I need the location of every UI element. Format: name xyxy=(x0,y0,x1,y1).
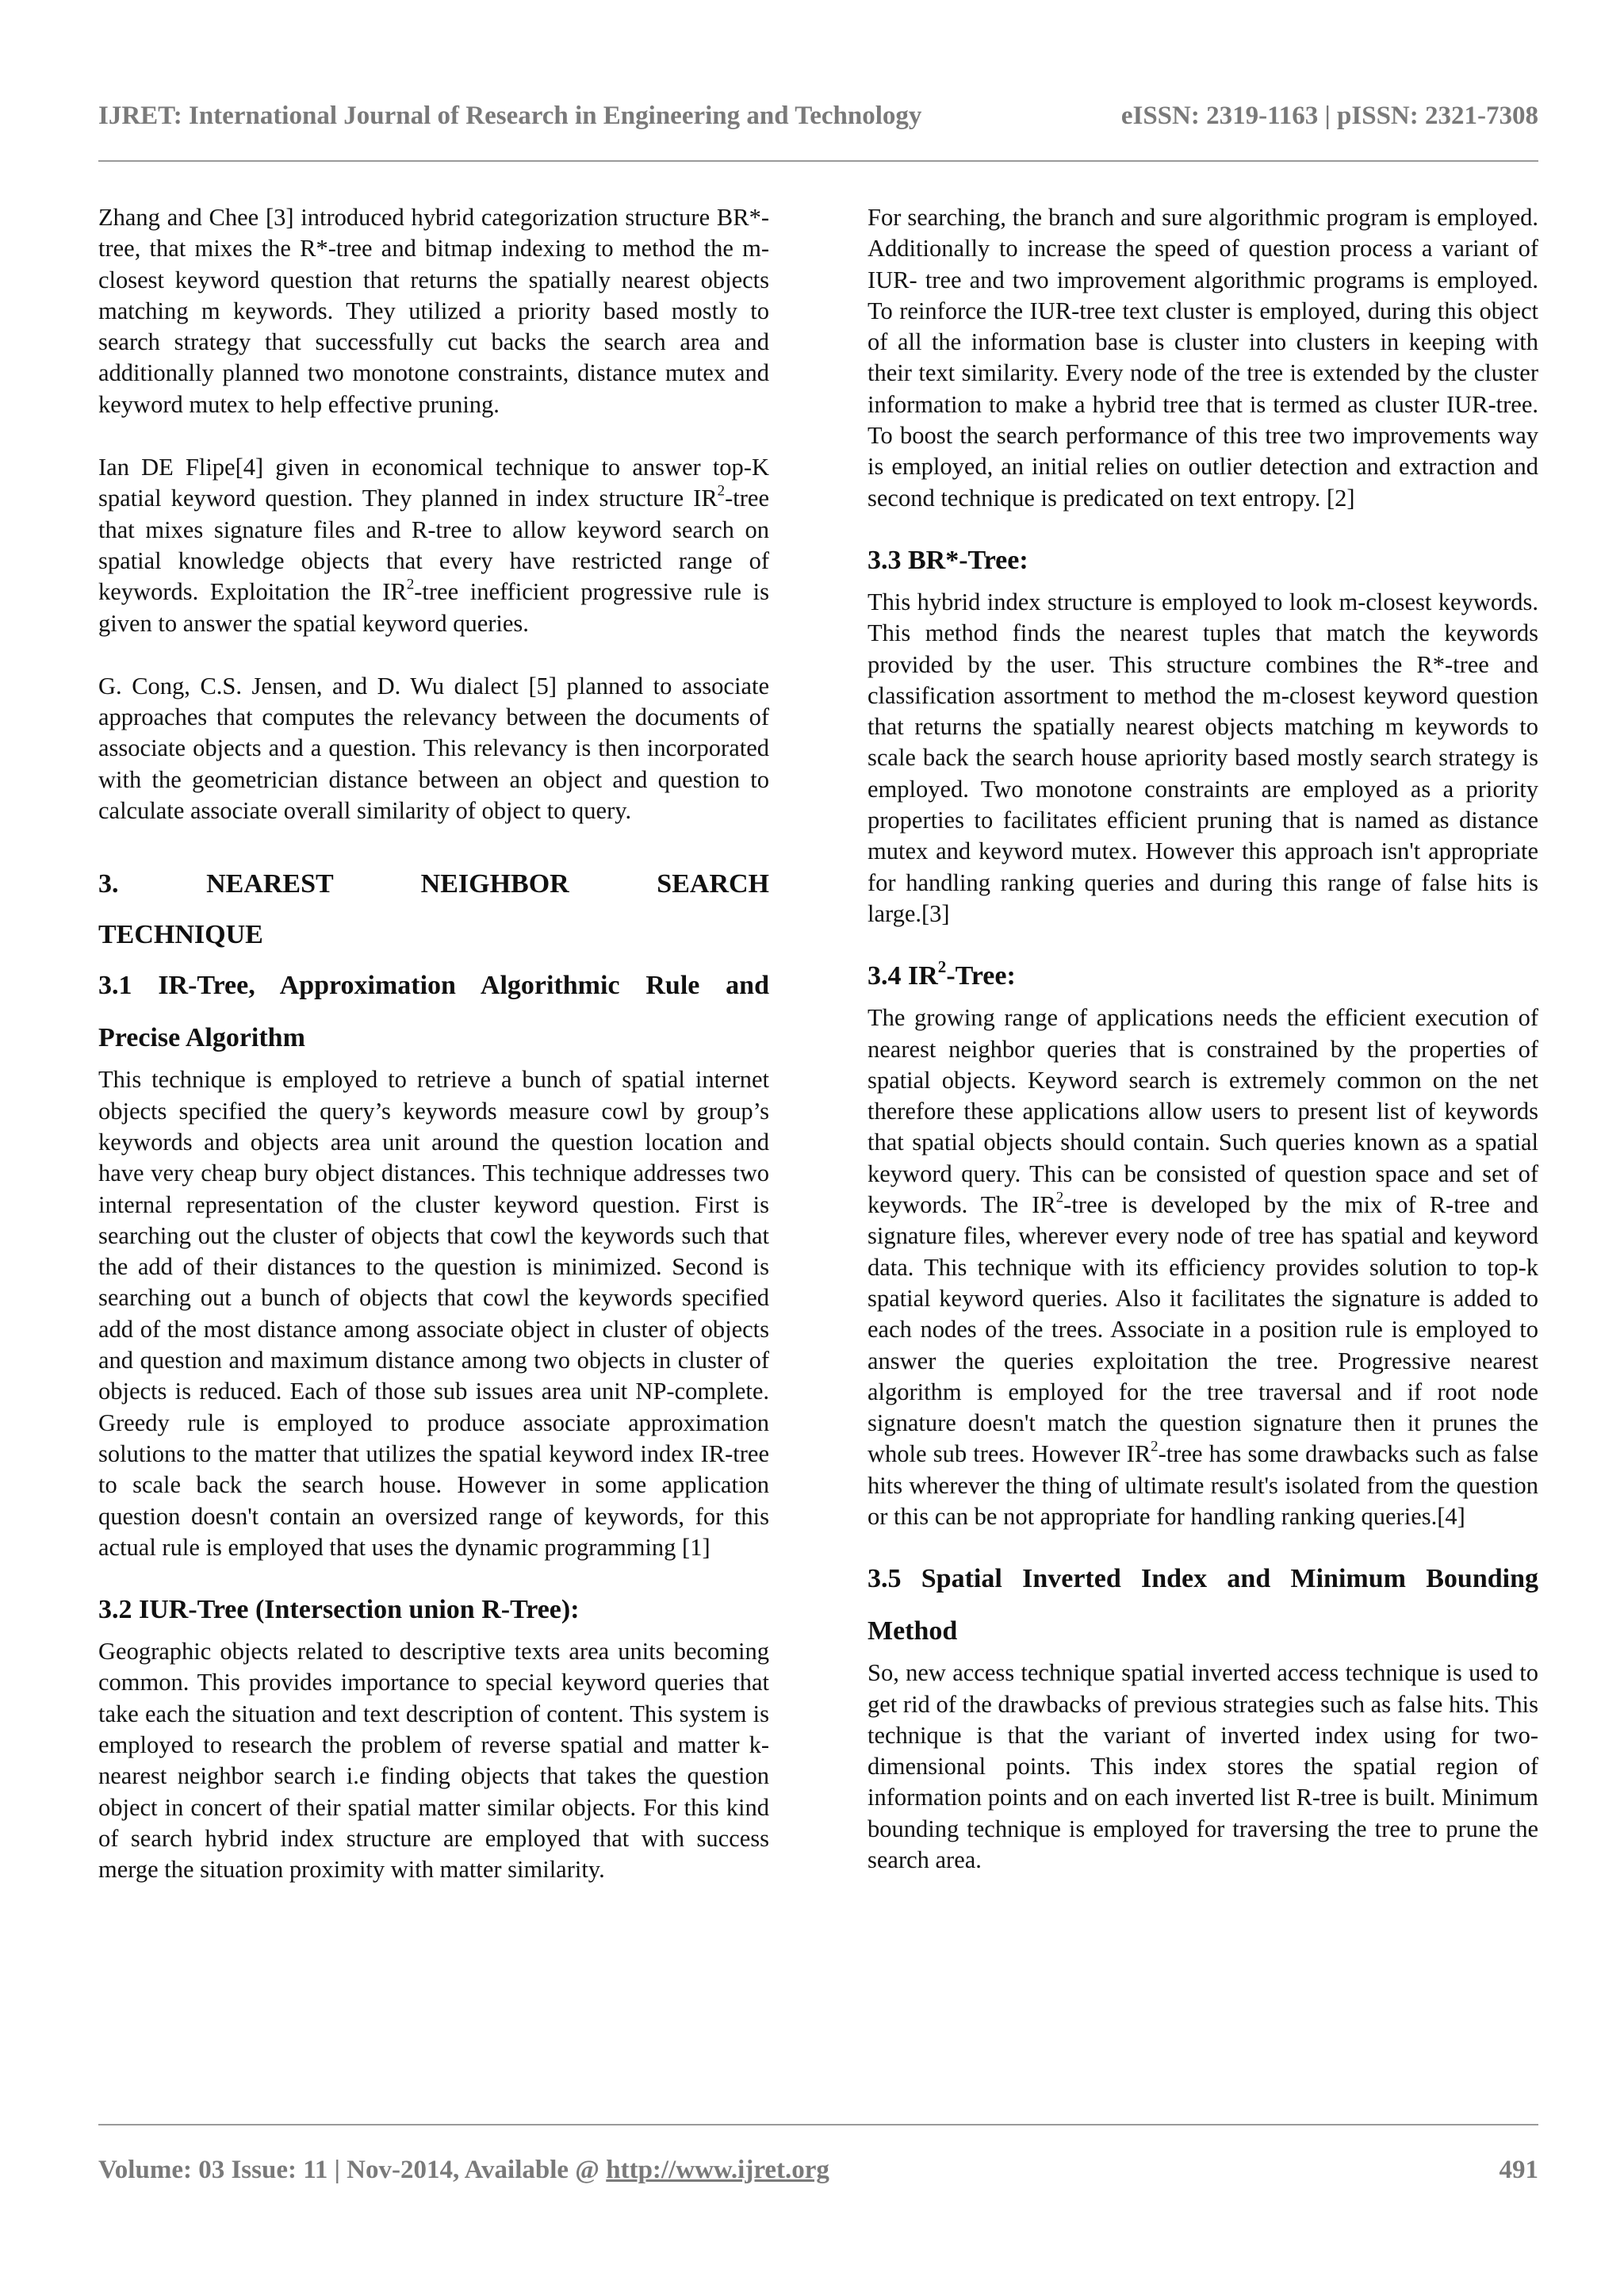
paragraph-3-3: This hybrid index structure is employed to look m-closest keywords. This method finds the nearest tuples that match the keywords provided by the user. This structure combines the R*-tree and classification assortment to method the m-closest keyword question that returns the spatially nearest objects matching m keywords to scale back the search house apriority based mostly search strategy is employed. Two monotone constraints are employed as a priority properties to facilitates efficient pruning that is named as distance mutex and keyword mutex. However this approach isn't appropriate for handling ranking queries and during this range of false hits is large.[3] xyxy=(868,588,1538,927)
journal-title: IJRET: International Journal of Research in Engineering and Technology xyxy=(98,102,922,130)
volume-info: Volume: 03 Issue: 11 | Nov-2014, Available @ http://www.ijret.org xyxy=(98,2156,829,2184)
paragraph-3-5: So, new access technique spatial inverted access technique is used to get rid of the drawbacks of previous strategies such as false hits. This technique is that the variant of inverted index using for two-dimensional points. This index stores the spatial region of information points and on each inverted list R-tree is built. Minimum bounding technique is employed for traversing the tree to prune the search area. xyxy=(868,1659,1538,1874)
section-3-1-heading: 3.1 IR-Tree, Approximation Algorithmic Rule and xyxy=(98,971,769,1001)
page-number: 491 xyxy=(1499,2156,1538,2184)
running-header xyxy=(98,102,1538,133)
paragraph-3-1: This technique is employed to retrieve a bunch of spatial internet objects specified the query’s keywords measure cowl by group’s keywords and objects area unit around the question location and have very cheap bury object distances. This technique addresses two internal representation of the cluster keyword question. First is searching out the cluster of objects that cowl the keywords such that the add of their distances to the question is minimized. Second is searching out a bunch of objects that cowl the keywords specified add of the most distance among associate object in cluster of objects and question and maximum distance among two objects in cluster of objects is reduced. Each of those sub issues area unit NP-complete. Greedy rule is employed to produce associate approximation solutions to the matter that utilizes the spatial keyword index IR-tree to scale back the search house. However in some application question doesn't contain an oversized range of keywords, for this actual rule is employed that uses the dynamic programming [1] xyxy=(98,1066,769,1561)
paragraph-cong-jensen-wu: G. Cong, C.S. Jensen, and D. Wu dialect [5] planned to associate approaches that computes the relevancy between the documents of associate objects and a question. This relevancy is then incorporated with the geometrician distance between an object and question to calculate associate overall similarity of object to query. xyxy=(98,672,769,825)
section-3-heading-cont: TECHNIQUE xyxy=(98,920,263,950)
paragraph-iur-tree-cont: For searching, the branch and sure algorithmic program is employed. Additionally to increase the speed of question process a variant of IUR- tree and two improvement algorithmic programs is employed. To reinforce the IUR-tree text cluster is employed, during this object of all the information base is cluster into clusters in keeping with their text similarity. Every node of the tree is extended by the cluster information to make a hybrid tree that is termed as cluster IUR-tree. To boost the search performance of this tree two improvements way is employed, an initial relies on outlier detection and extraction and second technique is predicated on text entropy. [2] xyxy=(868,204,1538,512)
section-3-2-heading: 3.2 IUR-Tree (Intersection union R-Tree): xyxy=(98,1595,580,1625)
left-column xyxy=(98,202,769,1917)
section-3-1-heading-cont: Precise Algorithm xyxy=(98,1023,305,1053)
paragraph-3-2: Geographic objects related to descriptive texts area units becoming common. This provides importance to special keyword queries that take each the situation and text description of content. This system is employed to research the problem of reverse spatial and matter k- nearest neighbor search i.e finding objects that takes the question object in concert of their spatial matter similar objects. For this kind of search hybrid index structure are employed that with success merge the situation proximity with matter similarity. xyxy=(98,1638,769,1884)
running-footer xyxy=(98,2156,1538,2191)
section-3-3-heading: 3.3 BR*-Tree: xyxy=(868,545,1028,575)
paragraph-de-flipe: Ian DE Flipe[4] given in economical technique to answer top-K spatial keyword question. They planned in index structure $IR^2$-tree that mixes signature files and R-tree to allow keyword search on spatial knowledge objects that every have restricted range of keywords. Exploitation the $IR^2$-tree inefficient progressive rule is given to answer the spatial keyword queries. xyxy=(98,454,769,637)
header-divider xyxy=(98,160,1538,162)
section-3-4-heading: 3.4 $IR^2$-Tree: xyxy=(868,957,1016,991)
paragraph-3-4: The growing range of applications needs the efficient execution of nearest neighbor queries that is constrained by the properties of spatial objects. Keyword search is extremely common on the net therefore these applications allow users to present list of keywords that spatial objects should contain. Such queries known as a spatial keyword query. This can be consisted of question space and set of keywords. The $IR^2$-tree is developed by the mix of R-tree and signature files, wherever every node of tree has spatial and keyword data. This technique with its efficiency provides solution to top-k spatial keyword queries. Also it facilitates the signature is added to each nodes of the trees. Associate in a position rule is employed to answer the queries exploitation the tree. Progressive nearest algorithm is employed for the tree traversal and if root node signature doesn't match the question signature then it prunes the whole sub trees. However $IR^2$-tree has some drawbacks such as false hits wherever the thing of ultimate result's isolated from the question or this can be not appropriate for handling ranking queries.[4] xyxy=(868,1004,1538,1530)
journal-link[interactable]: http://www.ijret.org xyxy=(606,2156,829,2184)
paragraph-zhang-chee: Zhang and Chee [3] introduced hybrid categorization structure BR*-tree, that mixes the R*-tree and bitmap indexing to method the m-closest keyword question that returns the spatially nearest objects matching m keywords. They utilized a priority based mostly to search strategy that successfully cut backs the search area and additionally planned two monotone constraints, distance mutex and keyword mutex to help effective pruning. xyxy=(98,204,769,418)
section-3-heading: 3. NEAREST NEIGHBOR SEARCH xyxy=(98,869,769,899)
section-3-5-heading-cont: Method xyxy=(868,1616,958,1646)
footer-divider xyxy=(98,2124,1538,2125)
right-column xyxy=(868,202,1538,1907)
section-3-5-heading: 3.5 Spatial Inverted Index and Minimum Bounding xyxy=(868,1564,1538,1594)
issn-info: eISSN: 2319-1163 | pISSN: 2321-7308 xyxy=(1120,102,1538,130)
